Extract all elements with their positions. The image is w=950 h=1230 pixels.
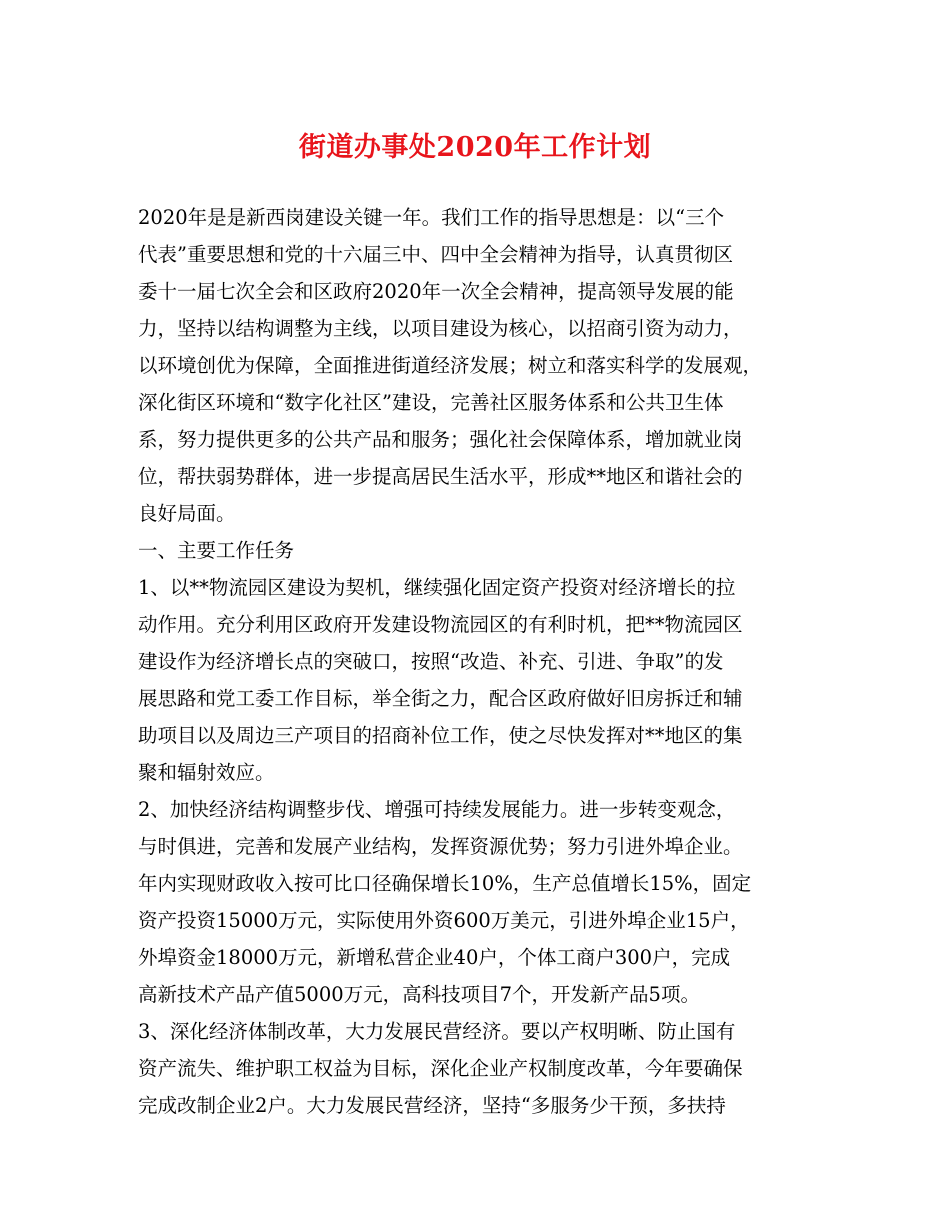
body-line: 动作用。充分利用区政府开发建设物流园区的有利时机，把**物流园区 [138, 613, 743, 636]
body-line: 年内实现财政收入按可比口径确保增长10%，生产总值增长15%，固定 [138, 872, 752, 895]
body-line: 高新技术产品产值5000万元，高科技项目7个，开发新产品5项。 [138, 983, 700, 1006]
body-line: 委十一届七次全会和区政府2020年一次全会精神，提高领导发展的能 [138, 280, 734, 303]
body-line: 3、深化经济体制改革，大力发展民营经济。要以产权明晰、防止国有 [138, 1020, 736, 1043]
body-line: 聚和辐射效应。 [138, 761, 275, 784]
body-line: 外埠资金18000万元，新增私营企业40户，个体工商户300户，完成 [138, 946, 731, 969]
body-line: 系，努力提供更多的公共产品和服务；强化社会保障体系，增加就业岗 [138, 428, 743, 451]
body-line: 深化街区环境和“数字化社区”建设，完善社区服务体系和公共卫生体 [138, 391, 724, 414]
body-line: 资产投资15000万元，实际使用外资600万美元，引进外埠企业15户， [138, 909, 750, 932]
body-line: 展思路和党工委工作目标，举全街之力，配合区政府做好旧房拆迁和辅 [138, 687, 743, 710]
body-line: 2、加快经济结构调整步伐、增强可持续发展能力。进一步转变观念， [138, 798, 736, 821]
body-line: 建设作为经济增长点的突破口，按照“改造、补充、引进、争取”的发 [138, 650, 724, 673]
body-line: 与时俱进，完善和发展产业结构，发挥资源优势；努力引进外埠企业。 [138, 835, 743, 858]
body-line: 代表”重要思想和党的十六届三中、四中全会精神为指导，认真贯彻区 [138, 243, 733, 266]
body-line: 1、以**物流园区建设为契机，继续强化固定资产投资对经济增长的拉 [138, 576, 736, 599]
body-line: 一、主要工作任务 [138, 539, 295, 562]
body-line: 以环境创优为保障，全面推进街道经济发展；树立和落实科学的发展观， [138, 354, 763, 377]
body-line: 力，坚持以结构调整为主线，以项目建设为核心，以招商引资为动力， [138, 317, 743, 340]
document-title: 街道办事处2020年工作计划 [298, 132, 652, 163]
body-line: 完成改制企业2户。大力发展民营经济，坚持“多服务少干预，多扶持 [138, 1094, 726, 1117]
body-line: 资产流失、维护职工权益为目标，深化企业产权制度改革，今年要确保 [138, 1057, 743, 1080]
body-line: 位，帮扶弱势群体，进一步提高居民生活水平，形成**地区和谐社会的 [138, 465, 743, 488]
document-body [138, 199, 828, 1124]
body-line: 良好局面。 [138, 502, 236, 525]
body-line: 2020年是是新西岗建设关键一年。我们工作的指导思想是：以“三个 [138, 206, 725, 229]
body-line: 助项目以及周边三产项目的招商补位工作，使之尽快发挥对**地区的集 [138, 724, 743, 747]
